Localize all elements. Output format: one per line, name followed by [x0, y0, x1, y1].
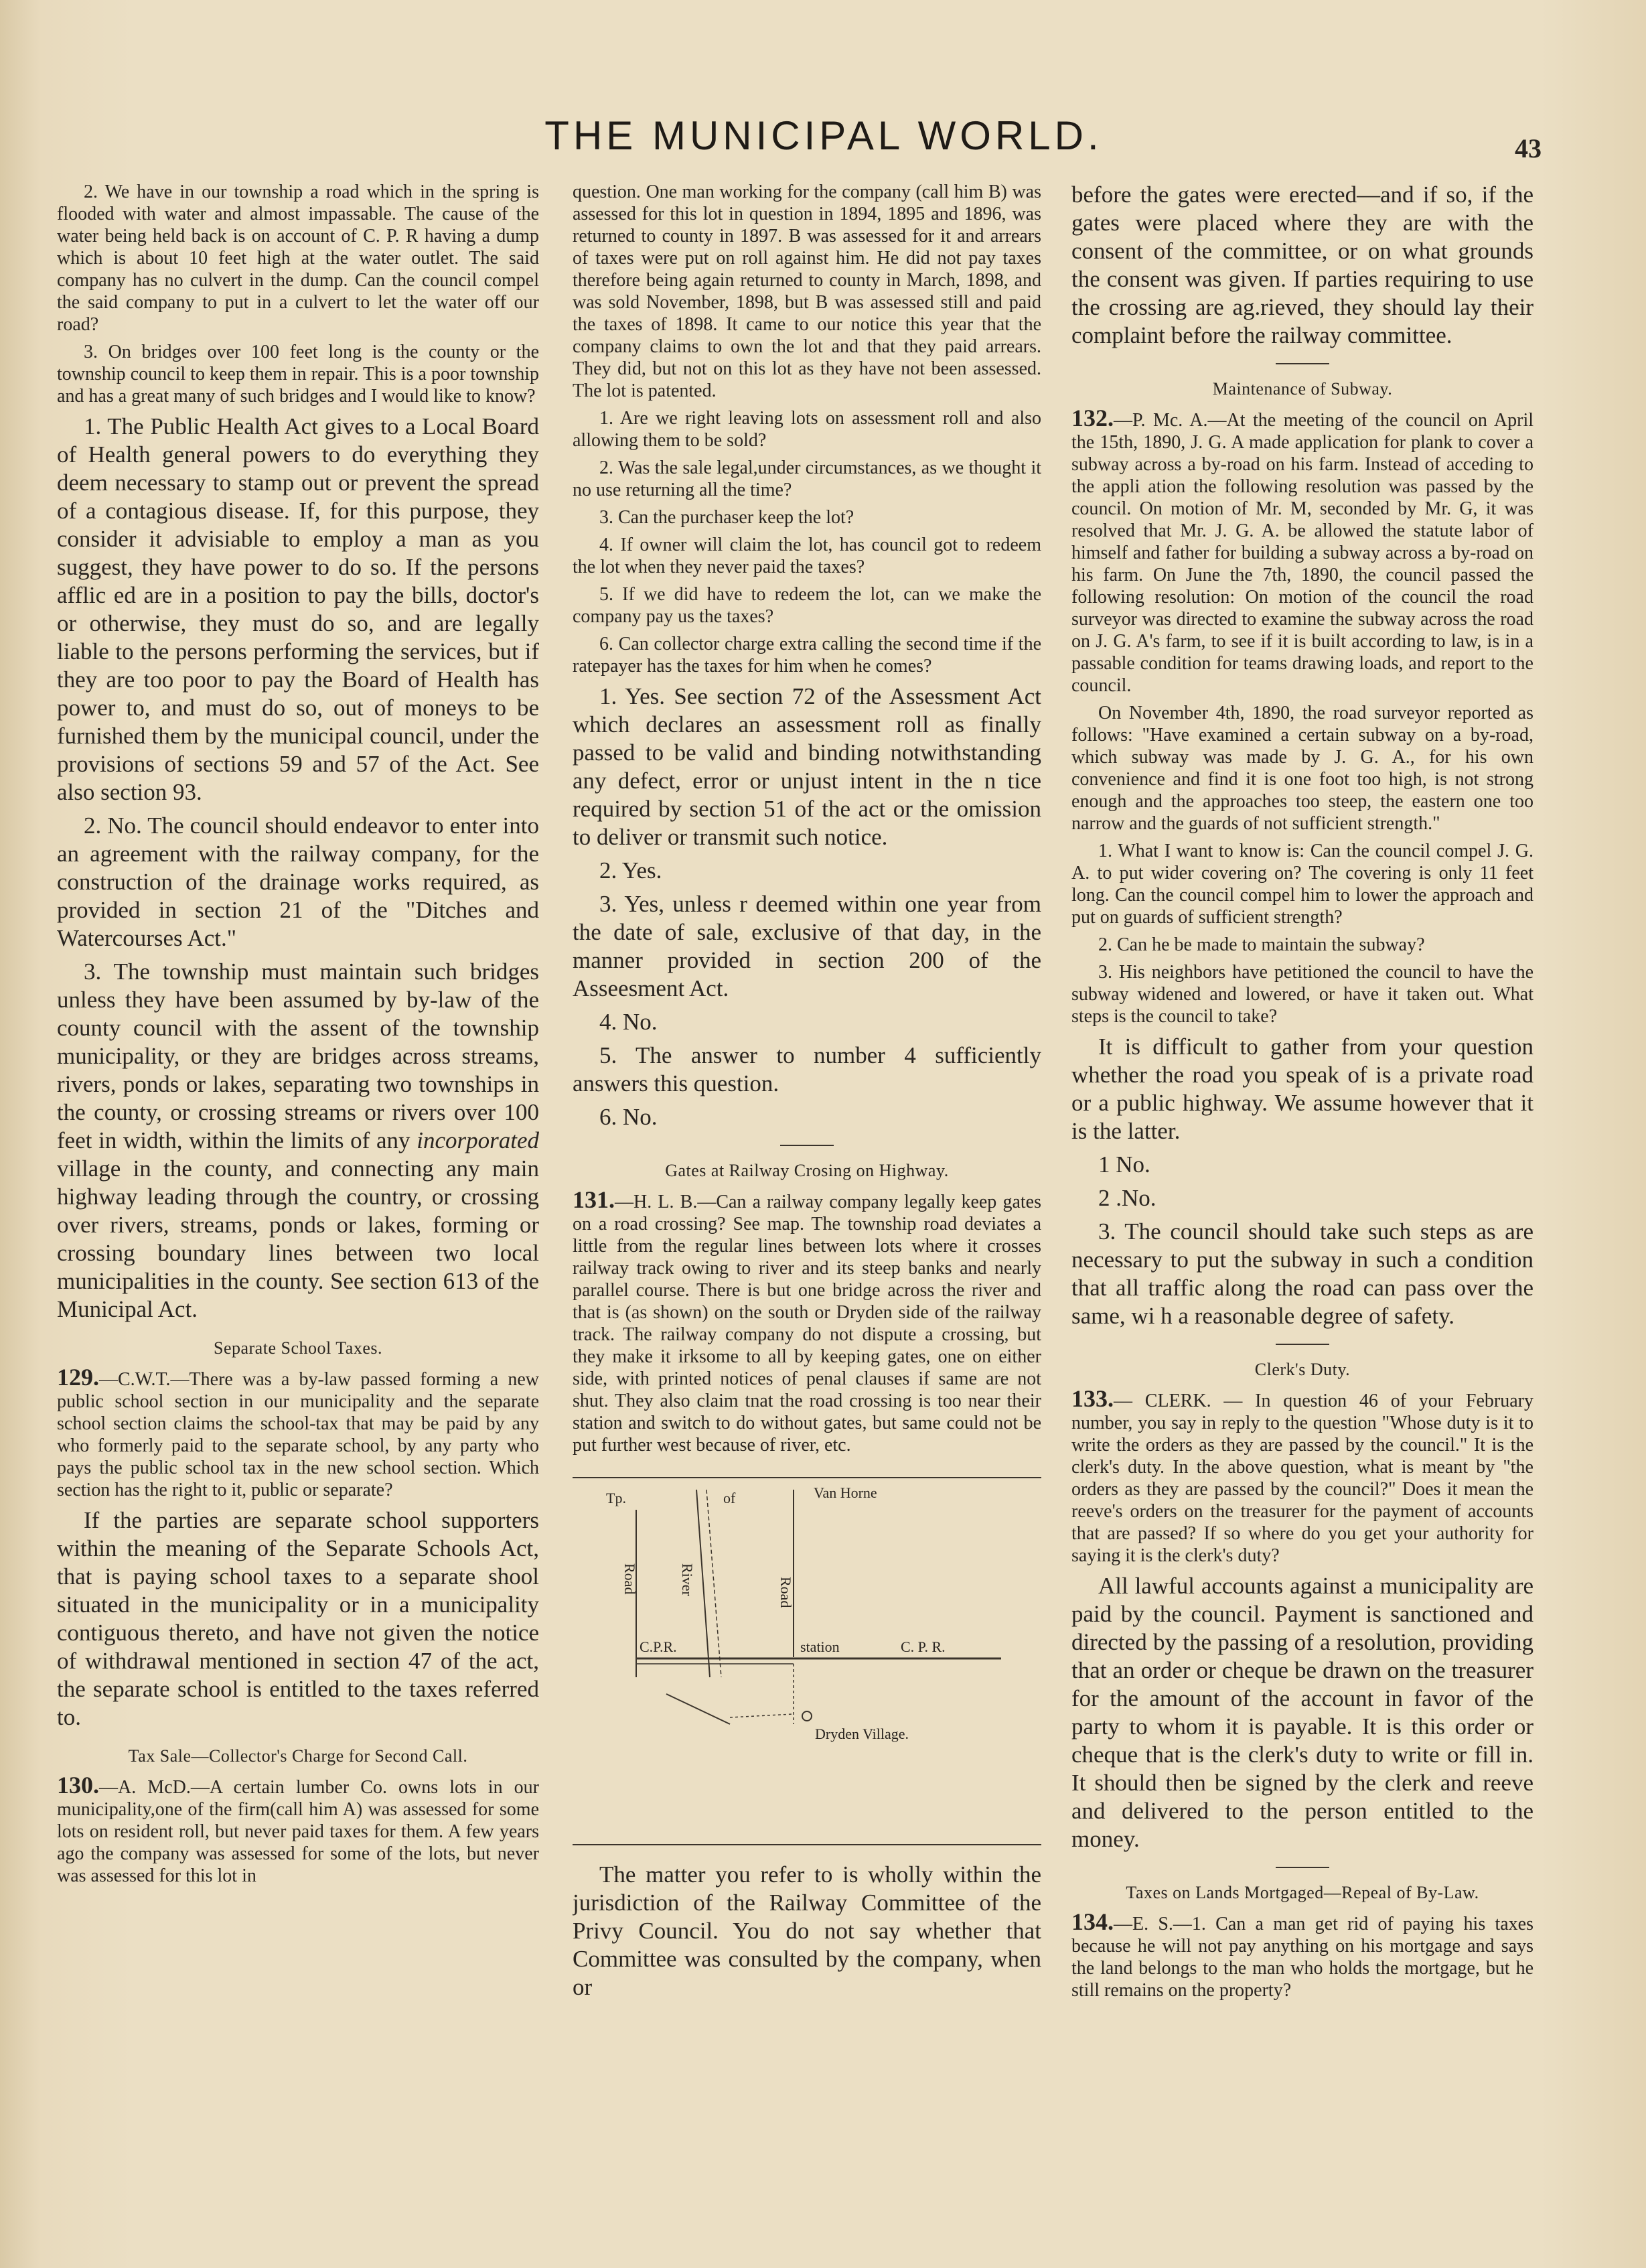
map-label-cpr-east: C. P. R.	[901, 1638, 946, 1655]
heading-clerks-duty: Clerk's Duty.	[1254, 1360, 1351, 1379]
section-divider	[1276, 363, 1329, 364]
question-130-item-3: 3. Can the purchaser keep the lot?	[599, 507, 854, 528]
crossing-map-drawing	[573, 1463, 1041, 1851]
map-label-dryden-village: Dryden Village.	[815, 1725, 909, 1742]
question-129	[57, 1366, 539, 1501]
question-132-item-2: 2. Can he be made to maintain the subway?	[1098, 934, 1425, 955]
question-131-text: —H. L. B.—Can a railway company legally keep gates on a road crossing? See map. The township road deviates a little from the regular lines between lots where it crosses railway track owing to river and its steep banks and nearly parallel course. There is but one bridge across the river and that is (as shown) on the south or Dryden side of the railway track. The railway company do not dispute a crossing, but they make it irksome to all by keeping gates, one on either side, with printed notices of penal clauses if same are not shut. They also claim tnat the road crossing is too near their station and switch to do without gates, but same could not be put further west because of river, etc.	[573, 1192, 1041, 1456]
map-label-river: River	[679, 1563, 696, 1596]
crossing-map	[573, 1463, 1041, 1851]
question-134-number: 134.	[1071, 1908, 1114, 1935]
question-130-item-4: 4. If owner will claim the lot, has council got to redeem the lot when they never paid the taxes?	[573, 535, 1041, 577]
question-130-text: —A. McD.—A certain lumber Co. owns lots in our municipality,one of the firm(call him A) was assessed for some lots on resident roll, but never paid taxes for them. A few years ago the company was assessed for some of the lots, but never was assessed for this lot in	[57, 1777, 539, 1886]
map-river-east-bank	[706, 1490, 721, 1677]
map-label-cpr-west: C.P.R.	[640, 1638, 677, 1655]
map-label-van-horne: Van Horne	[814, 1484, 877, 1501]
answer-130-item-6: 6. No.	[599, 1104, 658, 1130]
column-3	[1071, 181, 1533, 2230]
section-divider	[780, 1145, 834, 1146]
map-label-of: of	[723, 1490, 736, 1506]
question-134-text: —E. S.—1. Can a man get rid of paying his taxes because he will not pay anything on his mortgage and says the land belongs to the man who holds the mortgage, but he still remains on the property?	[1071, 1914, 1533, 2001]
column-2	[573, 181, 1041, 2230]
question-132-report: On November 4th, 1890, the road surveyor reported as follows: "Have examined a certain subway on a by-road, which subway was made by J. G. A., for his own convenience and find it is one foot too high, is not strong enough and the approaches too steep, the eastern one too narrow and the guards of not sufficient strength."	[1071, 703, 1533, 834]
question-131-number: 131.	[573, 1186, 615, 1213]
question-130-number: 130.	[57, 1772, 99, 1798]
answer-3-part-b: village in the county, and connecting any main highway leading through the country, or crossing over rivers, streams, ponds or lakes, forming or crossing boundary lines between two local municipalities in the county. See section 613 of the Municipal Act.	[57, 1155, 539, 1322]
answer-3-part-a: 3. The township must maintain such bridges unless they have been assumed by by-law of the county council with the assent of the township municipality, or they are bridges across streams, rivers, ponds or lakes, separating two townships in the county, or crossing streams or rivers over 100 feet in width, within the limits of any	[57, 959, 539, 1153]
question-130-item-5: 5. If we did have to redeem the lot, can we make the company pay us the taxes?	[573, 584, 1041, 627]
question-130-continued: question. One man working for the company (call him B) was assessed for this lot in question in 1894, 1895 and 1896, was returned to county in 1897. B was assessed for it and arrears of taxes were put on roll against him. He did not pay taxes therefore being again returned to county in March, 1898, and was sold November, 1898, but B was assessed still and paid the taxes of 1898. It came to our notice this year that the company claims to own the lot and that they paid arrears. They did, but not on this lot as they have not been assessed. The lot is patented.	[573, 182, 1041, 401]
page-header	[0, 113, 1646, 166]
page-number: 43	[1515, 133, 1542, 163]
question-129-number: 129.	[57, 1364, 99, 1391]
question-132-item-3: 3. His neighbors have petitioned the council to have the subway widened and lowered, or have it taken out. What steps is the council to take?	[1071, 962, 1533, 1027]
question-130-item-6: 6. Can collector charge extra calling the second time if the ratepayer has the taxes for him when he comes?	[573, 634, 1041, 677]
map-village-marker	[802, 1711, 812, 1721]
answer-130-item-2: 2. Yes.	[599, 857, 662, 883]
answer-132-item-3: 3. The council should take such steps as are necessary to put the subway in such a condition that all traffic along the road can pass over the same, wi h a reasonable degree of safety.	[1071, 1218, 1533, 1329]
question-133-number: 133.	[1071, 1385, 1114, 1412]
masthead-title: THE MUNICIPAL WORLD.	[544, 113, 1103, 158]
map-label-road-centre: Road	[777, 1577, 794, 1608]
answer-130-item-1: 1. Yes. See section 72 of the Assessment Act which declares an assessment roll as finally passed to be valid and binding notwithstanding any defect, error or unjust intent in the n tice required by section 51 of the act or the omission to deliver or transmit such notice.	[573, 683, 1041, 850]
map-label-tp: Tp.	[606, 1490, 626, 1506]
answer-132-text: It is difficult to gather from your question whether the road you speak of is a private road or a public highway. We assume however that it is the latter.	[1071, 1034, 1533, 1144]
answer-130-item-4: 4. No.	[599, 1009, 658, 1035]
answer-3-emphasis: incorporated	[417, 1127, 539, 1153]
question-132	[1071, 407, 1533, 697]
answer-132-item-2: 2 .No.	[1098, 1185, 1156, 1211]
question-2-text: 2. We have in our township a road which in the spring is flooded with water and almost impassable. The cause of the water being held back is on account of C. P. R having a dump which is about 10 feet high at the water outlet. The said company has no culvert in the dump. Can the council compel the said company to put in a culvert to let the water off our road?	[57, 182, 539, 335]
section-divider	[1276, 1344, 1329, 1345]
answer-133-text: All lawful accounts against a municipality are paid by the council. Payment is sanctioned and directed by the passing of a resolution, providing that an order or cheque be drawn on the treasurer for the amount of the account in favor of the party to whom it is payable. It is this order or cheque that is the clerk's duty to write or fill in. It should then be signed by the clerk and reeve and delivered to the person entitled to the money.	[1071, 1573, 1533, 1852]
heading-tax-sale: Tax Sale—Collector's Charge for Second Call.	[128, 1746, 468, 1766]
heading-taxes-on-lands-mortgaged: Taxes on Lands Mortgaged—Repeal of By-Law.	[1126, 1883, 1479, 1902]
answer-130-item-3: 3. Yes, unless r deemed within one year from the date of sale, exclusive of that day, in the manner provided in section 200 of the Asseesment Act.	[573, 891, 1041, 1001]
question-132-number: 132.	[1071, 405, 1114, 431]
answer-132-item-1: 1 No.	[1098, 1151, 1150, 1178]
map-label-station: station	[800, 1638, 840, 1655]
map-river-west-bank	[696, 1490, 710, 1677]
answer-131-continued: before the gates were erected—and if so, if the gates were placed where they are with the consent of the committee, or on what grounds the consent was given. If parties requiring to use the crossing are ag.rieved, they should lay their complaint before the railway committee.	[1071, 182, 1533, 348]
question-3-text: 3. On bridges over 100 feet long is the county or the township council to keep them in repair. This is a poor township and has a great many of such bridges and I would like to know?	[57, 342, 539, 407]
question-134	[1071, 1908, 1533, 2001]
answer-129-text: If the parties are separate school supporters within the meaning of the Separate Schools Act, that is paying school taxes to a separate shool situated in the municipality or in a municipality contiguous thereto, and have not given the notice of withdrawal mentioned in section 47 of the act, the separate school is entitled to the taxes referred to.	[57, 1507, 539, 1730]
question-131	[573, 1186, 1041, 1456]
map-road-to-bridge	[666, 1694, 730, 1724]
question-132-text: —P. Mc. A.—At the meeting of the council on April the 15th, 1890, J. G. A made application for plank to cover a subway across a by-road on his farm. Instead of acceding to the appli ation the following resolution was passed by the council. On motion of Mr. M, seconded by Mr. G, it was resolved that Mr. J. G. A. be allowed the statute labor of himself and father for building a subway across a by-road on his farm. On June the 7th, 1890, the council passed the following resolution: On motion of the council the road surveyor was directed to examine the subway across the road on J. G. A's farm, to see if it is built according to law, is in a passable condition for teams drawing loads, and report to the council.	[1071, 410, 1533, 696]
heading-maintenance-of-subway: Maintenance of Subway.	[1212, 379, 1393, 399]
answer-1-text: 1. The Public Health Act gives to a Local Board of Health general powers to do everything they deem necessary to stamp out or prevent the spread of a contagious disease. If, for this purpose, they consider it advisiable to employ a man as you suggest, they have power to do so. If the persons afflic ed are in a position to pay the bills, doctor's or otherwise, they must do so, and are legally liable to the persons performing the services, but if they are too poor to pay the Board of Health has power to, and must do so, out of moneys to be furnished them by the municipal council, under the provisions of sections 59 and 57 of the Act. See also section 93.	[57, 413, 539, 805]
question-129-text: —C.W.T.—There was a by-law passed forming a new public school section in our municipality and the separate school section claims the school-tax that may be paid by any who formerly paid to the separate school, by any party who pays the public school tax in the new school section. Which section has the right to it, public or separate?	[57, 1369, 539, 1500]
answer-131-text: The matter you refer to is wholly within the jurisdiction of the Railway Committee of the Privy Council. You do not say whether that Committee was consulted by the company, when or	[573, 1861, 1041, 2000]
section-divider	[1276, 1867, 1329, 1868]
map-label-road-west: Road	[621, 1563, 638, 1595]
question-132-item-1: 1. What I want to know is: Can the council compel J. G. A. to put wider covering on? The covering is only 11 feet long. Can the council compel him to lower the approach and put on guards of sufficient strength?	[1071, 841, 1533, 928]
question-130-item-1: 1. Are we right leaving lots on assessment roll and also allowing them to be sold?	[573, 408, 1041, 451]
question-133-text: — CLERK. — In question 46 of your February number, you say in reply to the question "Whose duty is it to write the orders as they are passed by the council." It is the clerk's duty. In the above question, what is meant by "the orders as they are passed by the council?" Does it mean the reeve's orders on the treasurer for the payment of accounts that are passed? If so where do you get your authority for saying it is the clerk's duty?	[1071, 1391, 1533, 1566]
column-1	[57, 181, 539, 2230]
question-130	[57, 1774, 539, 1887]
question-130-item-2: 2. Was the sale legal,under circumstances, as we thought it no use returning all the time?	[573, 457, 1041, 500]
map-bridge-crossing	[730, 1714, 794, 1717]
heading-gates-at-railway: Gates at Railway Crosing on Highway.	[665, 1161, 949, 1180]
question-133	[1071, 1385, 1533, 1567]
heading-separate-school-taxes: Separate School Taxes.	[213, 1338, 383, 1358]
answer-130-item-5: 5. The answer to number 4 sufficiently answers this question.	[573, 1042, 1041, 1096]
answer-3-text	[57, 958, 539, 1324]
answer-2-text: 2. No. The council should endeavor to enter into an agreement with the railway company, for the construction of the drainage works required, as provided in section 21 of the "Ditches and Watercourses Act."	[57, 812, 539, 951]
